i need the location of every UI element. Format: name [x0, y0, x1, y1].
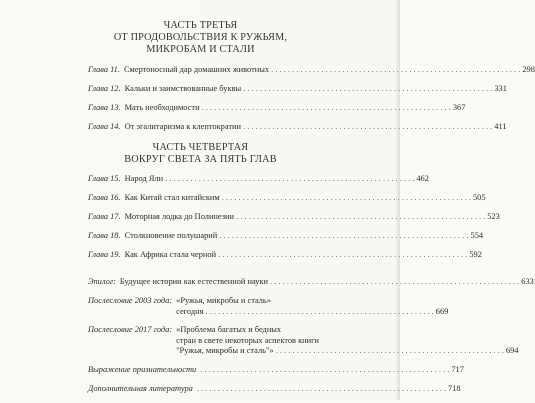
chapter-label: Глава 17. [88, 212, 121, 222]
chapter-title: Как Китай стал китайским . . . [125, 193, 471, 203]
page-number: 523 [487, 212, 500, 222]
part-three-title-line-1: ОТ ПРОДОВОЛЬСТВИЯ К РУЖЬЯМ, [113, 32, 288, 44]
part-four-heading [88, 142, 313, 166]
acknowledgements-label: Выражение признательности [88, 364, 197, 374]
toc-entry-afterword-2003[interactable] [88, 296, 449, 316]
toc-entry[interactable] [88, 121, 507, 132]
epilogue-title: Будущее истории как естественной науки . . . [120, 277, 519, 287]
afterword-2017-title-line: стран в свете некоторых аспектов книги [176, 335, 320, 345]
chapter-label: Глава 19. [88, 250, 121, 260]
chapter-title: Как Африка стала черной . . . [125, 250, 468, 260]
page-number: 592 [469, 250, 482, 260]
part-three-heading [88, 20, 313, 57]
chapter-label: Глава 15. [88, 174, 121, 184]
page-number: 331 [494, 83, 507, 93]
chapter-title: Столкновение полушарий . . . [125, 231, 469, 241]
afterword-2017-title-line: «Проблема багатых и бедных [176, 325, 282, 335]
afterword-2003-title-last: сегодня . . . [176, 307, 434, 317]
toc-entry-further-reading[interactable] [88, 383, 461, 394]
chapter-label: Глава 12. [88, 83, 121, 93]
chapter-title: Кальки и заимствованные буквы . . . [125, 84, 493, 94]
page-number: 367 [452, 102, 466, 112]
chapter-label: Глава 13. [88, 102, 121, 112]
page-number: 505 [472, 193, 486, 203]
toc-entry[interactable] [88, 231, 484, 241]
toc-entry[interactable] [88, 102, 466, 113]
toc-entry[interactable] [88, 250, 482, 260]
chapter-title: Смертоносный дар домашних животных . . . [124, 65, 520, 75]
afterword-2017-title-last: "Ружья, микробы и сталь"» . . . [176, 346, 504, 356]
toc-entry-afterword-2017[interactable] [88, 325, 519, 356]
acknowledgements-leader [200, 365, 449, 375]
chapter-title: Народ Яли . . . [125, 174, 415, 184]
toc-entry[interactable] [88, 64, 535, 75]
page-number: 717 [451, 364, 464, 374]
further-reading-label: Дополнительная литература [88, 383, 193, 393]
page-number: 411 [494, 121, 507, 131]
chapter-title: От эгалитаризма к клептократии . . . [125, 122, 493, 132]
afterword-2003-title-line: «Ружья, микробы и сталь» [176, 296, 271, 306]
part-four-label: ЧАСТЬ ЧЕТВЕРТАЯ [152, 142, 249, 154]
chapter-label: Глава 14. [88, 121, 121, 131]
part-four-title: ВОКРУГ СВЕТА ЗА ПЯТЬ ГЛАВ [124, 154, 277, 166]
chapter-title: Мать необходимости . . . [125, 103, 451, 113]
epilogue-label: Эпилог: [88, 277, 116, 287]
part-three-title-line-2: МИКРОБАМ И СТАЛИ [146, 44, 255, 56]
toc-entry-acknowledgements[interactable] [88, 364, 464, 375]
page-number: 718 [447, 383, 461, 393]
table-of-contents [88, 20, 535, 403]
toc-entry[interactable] [88, 83, 507, 94]
toc-entry[interactable] [88, 193, 486, 203]
page-number: 462 [416, 174, 429, 184]
page-number: 633 [521, 277, 534, 287]
afterword-2003-label: Послесловие 2003 года: [88, 296, 173, 306]
chapter-label: Глава 16. [88, 193, 121, 203]
afterword-2017-label: Послесловие 2017 года: [88, 325, 173, 335]
toc-entry[interactable] [88, 212, 500, 222]
page-number: 669 [435, 306, 449, 316]
further-reading-leader [197, 384, 446, 394]
part-three-label: ЧАСТЬ ТРЕТЬЯ [163, 20, 238, 31]
toc-entry[interactable] [88, 174, 429, 184]
chapter-label: Глава 11. [88, 64, 120, 74]
spacer [88, 269, 313, 277]
page-number: 694 [505, 345, 519, 355]
page-number: 554 [470, 231, 484, 241]
page-number: 298 [522, 64, 535, 74]
toc-entry-epilogue[interactable] [88, 277, 534, 287]
chapter-label: Глава 18. [88, 231, 121, 241]
chapter-title: Моторная лодка до Полинезии . . . [125, 212, 486, 222]
